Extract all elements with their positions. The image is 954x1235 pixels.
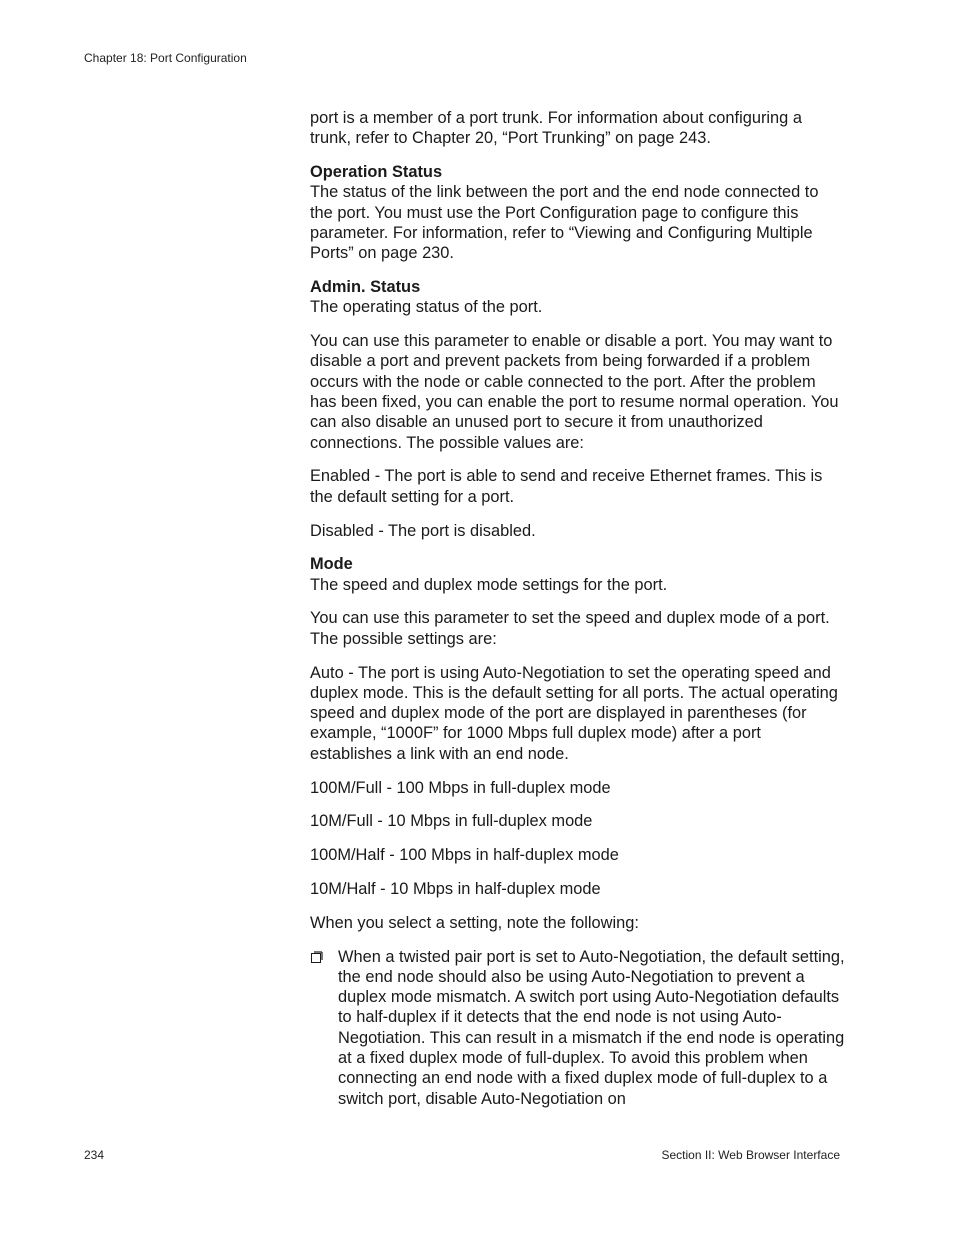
checkbox-bullet-icon (311, 951, 323, 963)
list-item (310, 947, 845, 1109)
mode-heading: Mode (310, 555, 353, 574)
mode-option-100m-half: 100M/Half - 100 Mbps in half-duplex mode (310, 846, 619, 865)
running-head: Chapter 18: Port Configuration (84, 51, 247, 65)
mode-description: You can use this parameter to set the speed and duplex mode of a port. The possible settings are: (310, 609, 830, 648)
intro-paragraph: port is a member of a port trunk. For information about configuring a trunk, refer to Chapter 20, “Port Trunking” on page 243. (310, 109, 802, 148)
admin-status-text: The operating status of the port. (310, 298, 543, 317)
mode-option-100m-full: 100M/Full - 100 Mbps in full-duplex mode (310, 778, 611, 797)
admin-status-enabled: Enabled - The port is able to send and receive Ethernet frames. This is the default setting for a port. (310, 467, 823, 506)
mode-note-intro: When you select a setting, note the following: (310, 913, 639, 932)
note-bullet-text: When a twisted pair port is set to Auto-Negotiation, the default setting, the end node should also be using Auto-Negotiation to prevent a duplex mode mismatch. A switch port using Auto-Negotiation defaults to half-duplex if it detects that the end node is not using Auto-Negotiation. This can result in a mismatch if the end node is operating at a fixed duplex mode of full-duplex. To avoid this problem when connecting an end node with a fixed duplex mode of full-duplex to a switch port, disable Auto-Negotiation on (338, 947, 845, 1108)
admin-status-heading: Admin. Status (310, 278, 421, 297)
mode-option-10m-half: 10M/Half - 10 Mbps in half-duplex mode (310, 879, 601, 898)
mode-text: The speed and duplex mode settings for the port. (310, 575, 668, 594)
page-number: 234 (84, 1148, 105, 1162)
mode-auto: Auto - The port is using Auto-Negotiation to set the operating speed and duplex mode. This is the default setting for all ports. The actual operating speed and duplex mode of the port are displayed in parentheses (for example, “1000F” for 1000 Mbps full duplex mode) after a port establishes a link with an end node. (310, 663, 838, 763)
admin-status-description: You can use this parameter to enable or disable a port. You may want to disable a port and prevent packets from being forwarded if a problem occurs with the node or cable connected to the port. After the problem has been fixed, you can enable the port to resume normal operation. You can also disable an unused port to secure it from unauthorized connections. The possible values are: (310, 332, 839, 452)
operation-status-heading: Operation Status (310, 163, 443, 182)
note-list (310, 947, 845, 1109)
page-body (310, 108, 845, 1109)
admin-status-disabled: Disabled - The port is disabled. (310, 521, 536, 540)
operation-status-text: The status of the link between the port and the end node connected to the port. You must use the Port Configuration page to configure this parameter. For information, refer to “Viewing and Configuring Multiple Ports” on page 230. (310, 183, 819, 263)
mode-option-10m-full: 10M/Full - 10 Mbps in full-duplex mode (310, 812, 593, 831)
section-footer: Section II: Web Browser Interface (661, 1148, 840, 1162)
